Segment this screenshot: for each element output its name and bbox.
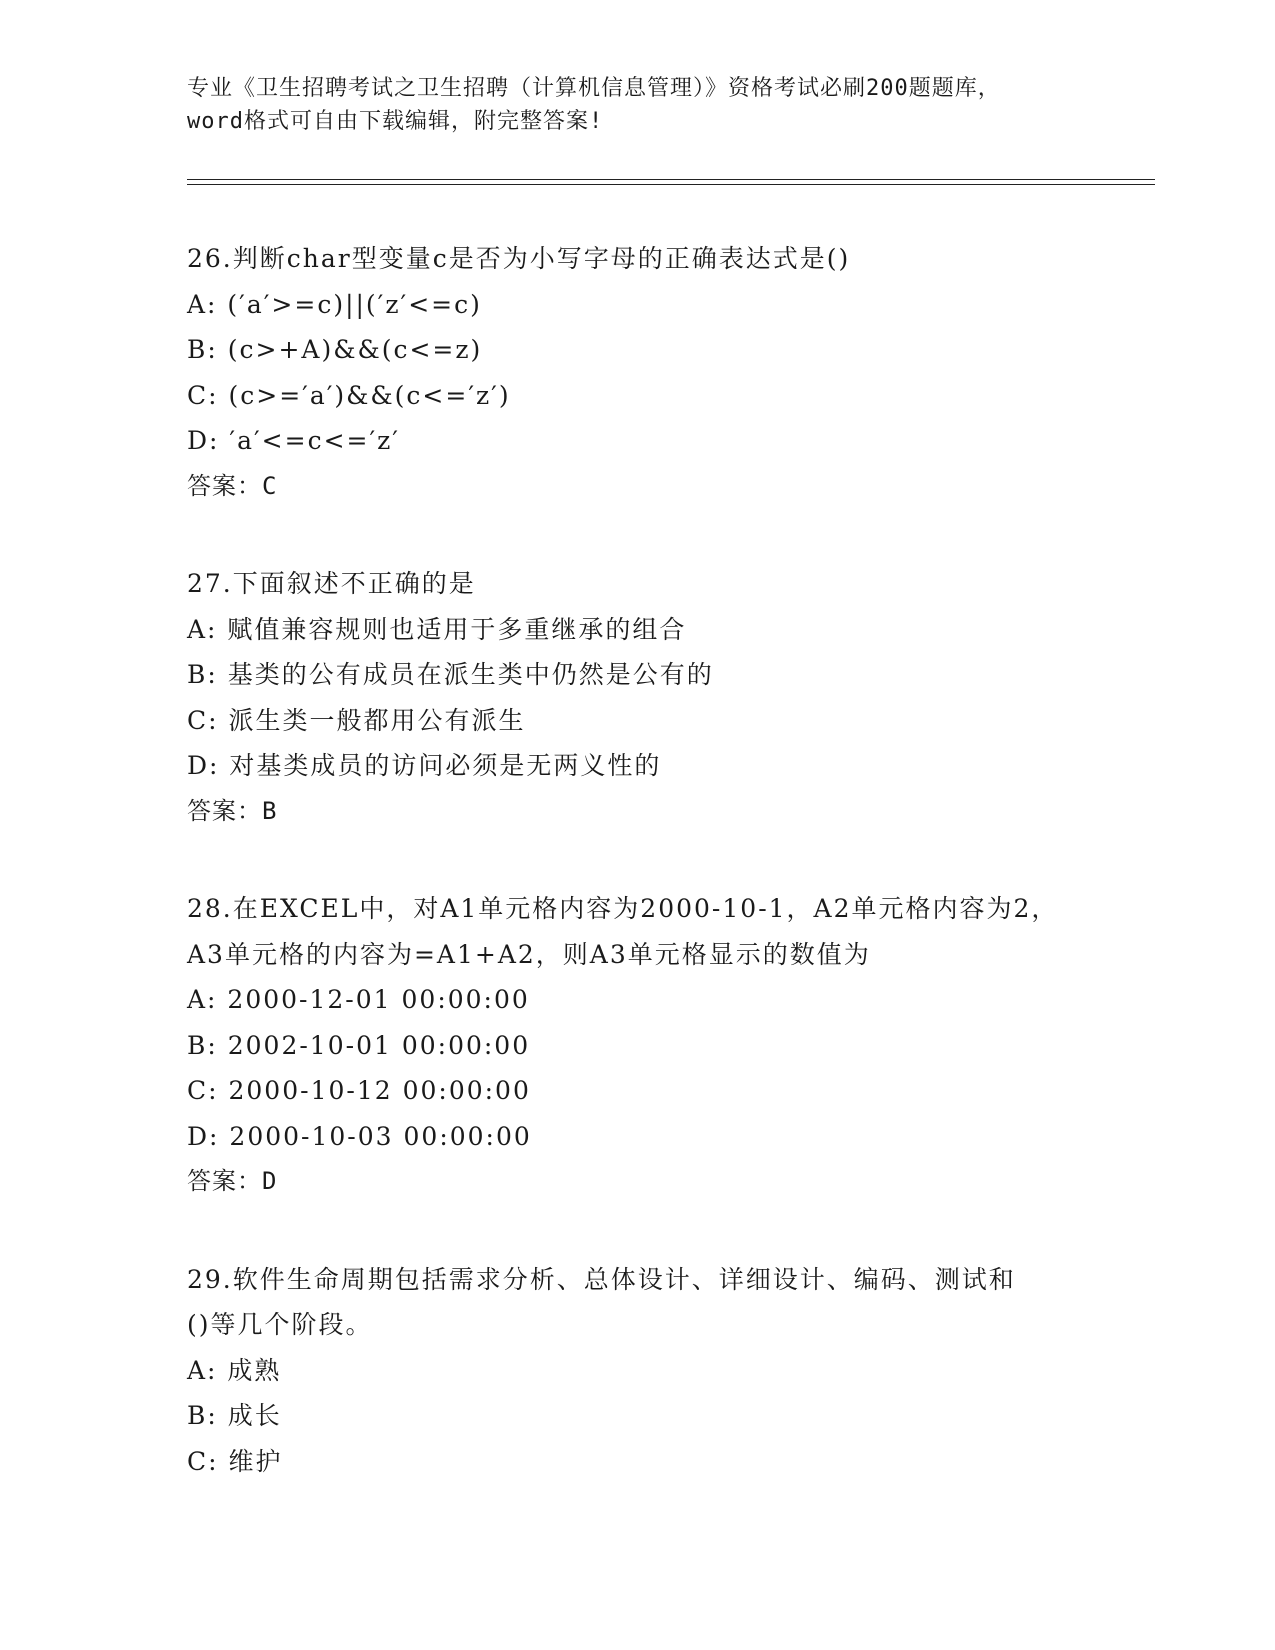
option-c: C: 2000-10-12 00:00:00 xyxy=(187,1076,531,1105)
header-divider-bottom xyxy=(187,184,1155,185)
option-a: A: 成熟 xyxy=(187,1355,282,1385)
header-line-1: 专业《卫生招聘考试之卫生招聘（计算机信息管理）》资格考试必刷200题题库， xyxy=(187,76,1001,101)
option-b: B: (c>+A)&&(c<=z) xyxy=(187,335,483,364)
question-stem: 29.软件生命周期包括需求分析、总体设计、详细设计、编码、测试和 xyxy=(187,1264,1016,1294)
option-c: C: 维护 xyxy=(187,1446,283,1476)
answer-line: 答案：D xyxy=(187,1167,278,1195)
question-stem: 26.判断char型变量c是否为小写字母的正确表达式是() xyxy=(187,244,851,273)
option-a: A: 2000-12-01 00:00:00 xyxy=(187,985,530,1014)
question-28 xyxy=(187,886,1087,1205)
answer-line: 答案：C xyxy=(187,471,278,500)
option-b: B: 成长 xyxy=(187,1401,282,1430)
question-stem-continued: A3单元格的内容为=A1+A2，则A3单元格显示的数值为 xyxy=(187,939,871,969)
question-list xyxy=(187,236,1087,1536)
question-stem-continued: ()等几个阶段。 xyxy=(187,1310,373,1339)
question-26 xyxy=(187,236,1087,509)
question-stem: 27.下面叙述不正确的是 xyxy=(187,569,476,598)
option-c: C: 派生类一般都用公有派生 xyxy=(187,705,526,735)
option-b: B: 2002-10-01 00:00:00 xyxy=(187,1030,531,1060)
option-a: A: 赋值兼容规则也适用于多重继承的组合 xyxy=(187,614,687,644)
header-line-2: word格式可自由下载编辑，附完整答案! xyxy=(187,109,604,134)
option-b: B: 基类的公有成员在派生类中仍然是公有的 xyxy=(187,660,714,689)
option-a: A: (′a′>=c)||(′z′<=c) xyxy=(187,289,482,319)
answer-line: 答案：B xyxy=(187,796,278,825)
question-stem: 28.在EXCEL中，对A1单元格内容为2000-10-1，A2单元格内容为2， xyxy=(187,894,1059,923)
question-29 xyxy=(187,1257,1087,1485)
document-header xyxy=(187,72,1087,138)
option-d: D: ′a′<=c<=′z′ xyxy=(187,426,400,455)
option-d: D: 2000-10-03 00:00:00 xyxy=(187,1121,532,1151)
option-c: C: (c>=′a′)&&(c<=′z′) xyxy=(187,380,511,410)
question-27 xyxy=(187,561,1087,834)
option-d: D: 对基类成员的访问必须是无两义性的 xyxy=(187,751,662,780)
header-divider-top xyxy=(187,179,1155,180)
